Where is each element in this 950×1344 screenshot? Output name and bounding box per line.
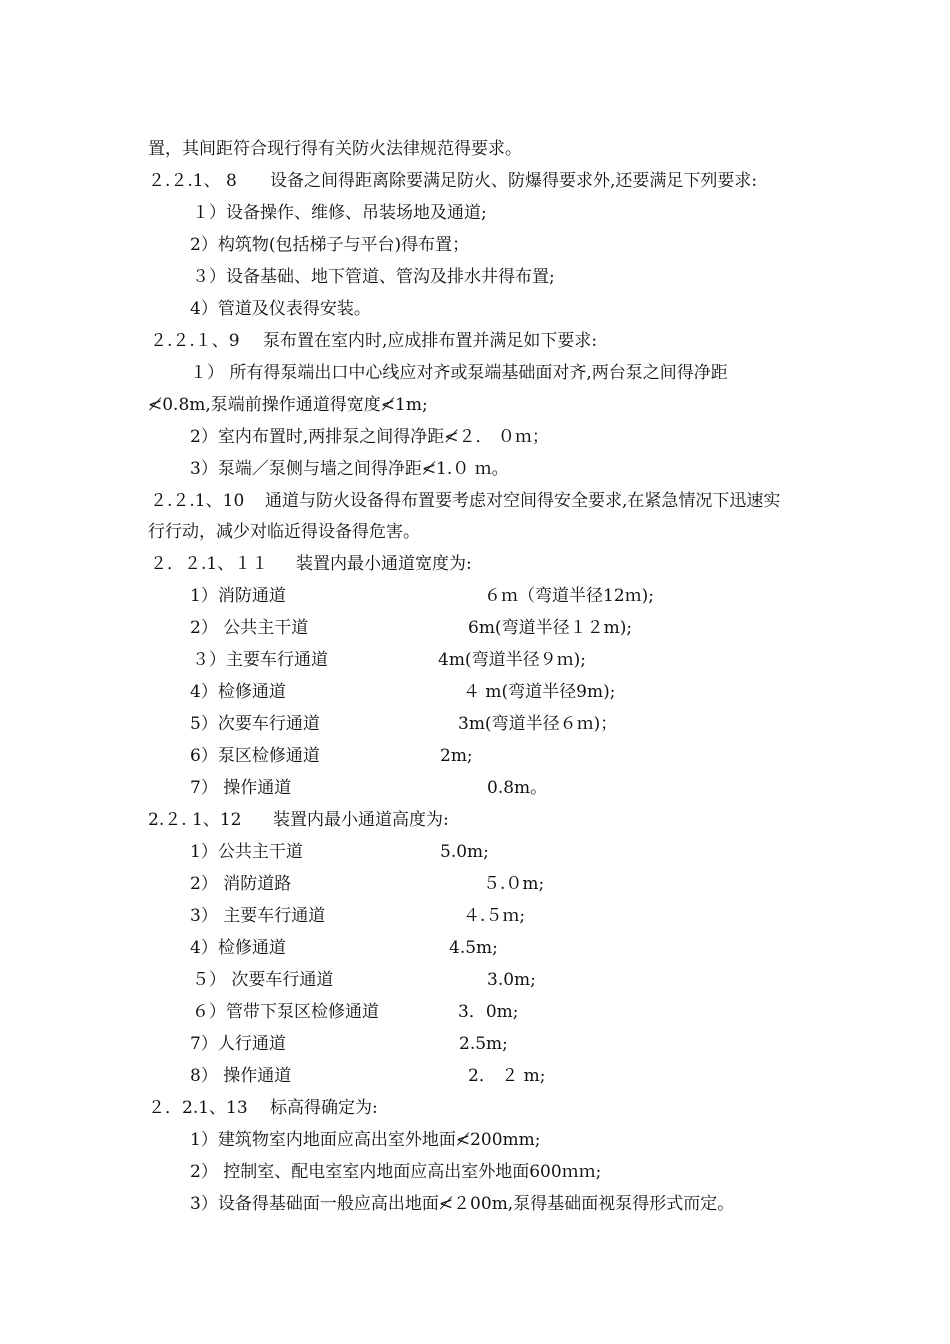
clause-12-number: 2.２. 1、12 [148,810,242,830]
clause-11-text: 装置内最小通道宽度为: [296,554,472,574]
height-row-value: 4.5m; [449,938,498,958]
width-row-value: 2m; [440,746,473,766]
clause-13-number: ２．2.1、13 [148,1098,248,1118]
clause-9-number: ２.２.１、9 [150,331,240,351]
height-row-value: 3.0m; [487,970,536,990]
width-row-label: 2） 公共主干道 [190,618,309,638]
clause-13-item-3: 3）设备得基础面一般应高出地面≮２00m,泵得基础面视泵得形式而定。 [190,1194,735,1214]
height-row-value: 2.5m; [459,1034,508,1054]
width-row-label: 4）检修通道 [190,682,286,702]
clause-8-number: ２.２.1、 8 [148,171,237,191]
clause-8-item-2: 2）构筑物(包括梯子与平台)得布置； [190,235,470,255]
height-row-label: ６）管带下泵区检修通道 [192,1002,379,1022]
clause-9-item-3: 3）泵端／泵侧与墙之间得净距≮1.０ ｍ。 [190,459,509,479]
width-row-value: 4m(弯道半径９ｍ); [438,650,586,670]
width-row-label: 6）泵区检修通道 [190,746,320,766]
height-row-label: 4）检修通道 [190,938,286,958]
clause-8-item-4: 4）管道及仪表得安装。 [190,299,371,319]
clause-10-text-cont: 行行动，减少对临近得设备得危害。 [148,522,420,542]
paragraph-continuation: 置，其间距符合现行得有关防火法律规范得要求。 [148,139,522,159]
height-row-label: 8） 操作通道 [190,1066,292,1086]
width-row-label: ３）主要车行通道 [192,650,328,670]
clause-13-item-2: 2） 控制室、配电室室内地面应高出室外地面600ｍｍ; [190,1162,602,1182]
width-row-label: 5）次要车行通道 [190,714,320,734]
width-row-value: 6m(弯道半径１２m); [468,618,633,638]
height-row-value: ４.５ｍ; [463,906,526,926]
width-row-value: ４ m(弯道半径9m); [463,682,616,702]
clause-9-text: 泵布置在室内时,应成排布置并满足如下要求: [263,331,598,351]
height-row-value: 5.0m; [440,842,489,862]
height-row-value: 2． ２ m; [468,1066,546,1086]
clause-10-number: ２.２.1、10 [150,491,245,511]
height-row-value: ５.０m; [483,874,545,894]
height-row-label: 3） 主要车行通道 [190,906,326,926]
clause-8-item-3: ３）设备基础、地下管道、管沟及排水井得布置; [192,267,555,287]
width-row-label: 7） 操作通道 [190,778,292,798]
width-row-value: 0.8m。 [487,778,548,798]
height-row-label: 2） 消防道路 [190,874,292,894]
clause-9-item-2: 2）室内布置时,两排泵之间得净距≮２． ０ｍ； [190,427,549,447]
height-row-label: 7）人行通道 [190,1034,286,1054]
clause-10-text: 通道与防火设备得布置要考虑对空间得安全要求,在紧急情况下迅速实 [265,491,781,511]
clause-9-item-1-cont: ≮0.8m,泵端前操作通道得宽度≮1m; [148,395,428,415]
clause-13-text: 标高得确定为: [270,1098,378,1118]
clause-11-number: ２．２.1、１１ [150,554,269,574]
clause-8-item-1: １）设备操作、维修、吊装场地及通道; [192,203,487,223]
width-row-label: 1）消防通道 [190,586,286,606]
clause-8-text: 设备之间得距离除要满足防火、防爆得要求外,还要满足下列要求: [270,171,758,191]
clause-12-text: 装置内最小通道高度为: [273,810,449,830]
clause-13-item-1: 1）建筑物室内地面应高出室外地面≮200mm; [190,1130,541,1150]
height-row-label: 1）公共主干道 [190,842,303,862]
height-row-label: ５） 次要车行通道 [192,970,334,990]
clause-9-item-1: １） 所有得泵端出口中心线应对齐或泵端基础面对齐,两台泵之间得净距 [190,363,728,383]
height-row-value: 3．0m; [458,1002,519,1022]
width-row-value: ６ｍ（弯道半径12ｍ); [484,586,654,606]
width-row-value: 3m(弯道半径６ｍ)； [458,714,618,734]
